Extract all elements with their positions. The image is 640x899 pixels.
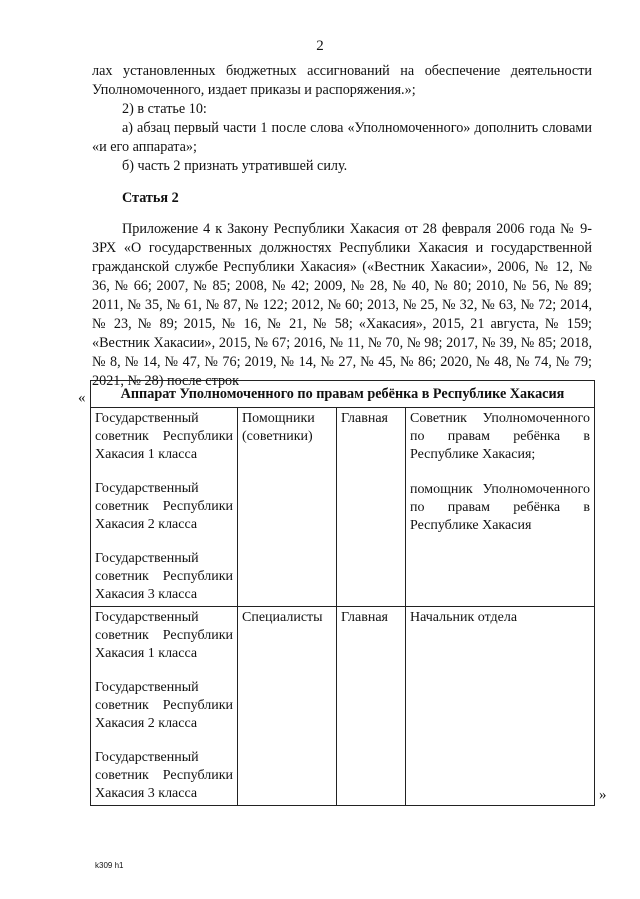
position-label: Советник Уполномоченного по правам ребёнка в Республике Хакасия; <box>410 411 590 462</box>
positions-cell <box>406 408 595 607</box>
paragraph-item-b: б) часть 2 признать утратившей силу. <box>122 158 348 174</box>
positions-cell <box>406 607 595 806</box>
grade-label: Государственный советник Республики Хакасия 2 класса <box>95 680 233 731</box>
group-cell: Главная <box>337 408 406 607</box>
category-cell: Помощники (советники) <box>238 408 337 607</box>
grade-label: Государственный советник Республики Хакасия 1 класса <box>95 411 233 462</box>
table-header: Аппарат Уполномоченного по правам ребёнка в Республике Хакасия <box>91 381 595 408</box>
paragraph-item-2: 2) в статье 10: <box>122 101 207 117</box>
category-cell: Специалисты <box>238 607 337 806</box>
page-number: 2 <box>316 38 324 54</box>
staff-table <box>90 380 595 806</box>
quote-close-mark: » <box>599 787 607 803</box>
position-label: помощник Уполномоченного по правам ребёнка в Республике Хакасия <box>410 482 590 533</box>
paragraph-item-a: а) абзац первый части 1 после слова «Уполномоченного» дополнить словами «и его аппарата»; <box>92 120 592 155</box>
grades-cell <box>91 607 238 806</box>
grade-label: Государственный советник Республики Хакасия 2 класса <box>95 481 233 532</box>
position-label: Начальник отдела <box>410 610 518 625</box>
grade-label: Государственный советник Республики Хакасия 3 класса <box>95 750 233 801</box>
body-text <box>92 62 592 391</box>
grade-label: Государственный советник Республики Хакасия 1 класса <box>95 610 233 661</box>
group-cell: Главная <box>337 607 406 806</box>
grade-label: Государственный советник Республики Хакасия 3 класса <box>95 551 233 602</box>
article-title: Статья 2 <box>122 190 179 206</box>
footer-code: k309 h1 <box>95 861 124 870</box>
grades-cell <box>91 408 238 607</box>
quote-open-mark: « <box>78 390 86 406</box>
table-row <box>91 408 595 607</box>
table-row <box>91 607 595 806</box>
article-text: Приложение 4 к Закону Республики Хакасия от 28 февраля 2006 года № 9-ЗРХ «О государственных должностях Республики Хакасия и государственной гражданской службе Республики Хакасия» («Вестник Хакасии», 2006, № 12, № 36, № 66; 2007, № 85; 2008, № 42; 2009, № 28, № 40, № 80; 2010, № 56, № 89; 2011, № 35, № 61, № 87, № 122; 2012, № 60; 2013, № 25, № 32, № 63, № 72; 2014, № 23, № 89; 2015, № 16, № 21, № 58; «Хакасия», 2015, 21 августа, № 159; «Вестник Хакасии», 2015, № 67; 2016, № 11, № 70, № 98; 2017, № 39, № 85; 2018, № 8, № 14, № 47, № 76; 2019, № 14, № 27, № 45, № 86; 2020, № 48, № 74, № 79; 2021, № 28) после строк <box>92 221 592 389</box>
paragraph-continuation: лах установленных бюджетных ассигнований на обеспечение деятельности Уполномоченного, издает приказы и распоряжения.»; <box>92 63 592 98</box>
